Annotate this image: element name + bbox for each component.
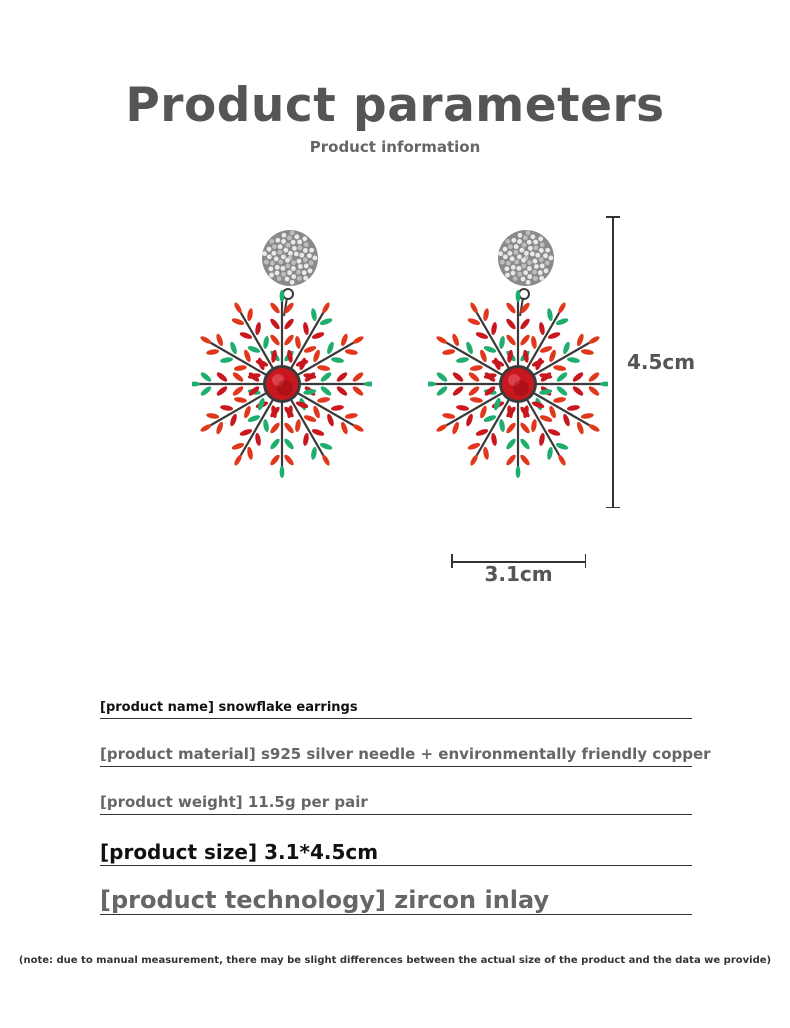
- earring-left-image: [192, 222, 372, 482]
- measurement-note: (note: due to manual measurement, there may be slight differences between the actual size of the product and the data we provide): [18, 955, 772, 966]
- earring-right-image: [428, 222, 608, 482]
- param-product-technology: [product technology] zircon inlay: [100, 886, 692, 915]
- page-subtitle: Product information: [309, 138, 481, 156]
- param-product-size: [product size] 3.1*4.5cm: [100, 840, 692, 866]
- param-product-weight: [product weight] 11.5g per pair: [100, 793, 692, 815]
- height-dimension-line: [606, 216, 620, 508]
- height-dimension-label: 4.5cm: [627, 350, 696, 374]
- param-product-name: [product name] snowflake earrings: [100, 700, 692, 719]
- page-title: Product parameters: [125, 78, 665, 133]
- width-dimension-label: 3.1cm: [484, 562, 553, 586]
- param-product-material: [product material] s925 silver needle + environmentally friendly copper: [100, 745, 692, 767]
